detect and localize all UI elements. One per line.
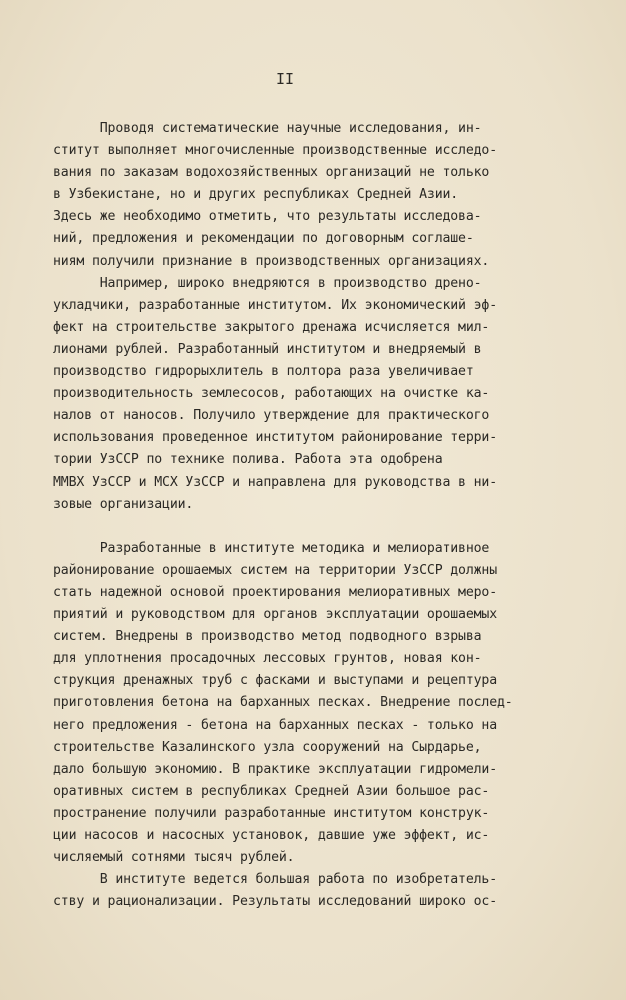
- text-line: ниям получили признание в производственных организациях.: [53, 253, 490, 269]
- text-line: Проводя систематические научные исследования, ин-: [53, 121, 482, 136]
- text-line: строительстве Казалинского узла сооружений на Сырдарье,: [53, 739, 482, 755]
- paragraph-4: [53, 869, 613, 913]
- text-line: ститут выполняет многочисленные производственные исследо-: [53, 143, 498, 159]
- text-line: ству и рационализации. Результаты исследований широко ос-: [53, 894, 498, 910]
- text-line: вания по заказам водохозяйственных организаций не только: [53, 165, 490, 181]
- text-line: тории УзССР по технике полива. Работа эта одобрена: [53, 452, 443, 468]
- text-line: районирование орошаемых систем на территории УзССР должны: [53, 562, 498, 578]
- text-line: Например, широко внедряются в производство дрено-: [53, 275, 482, 291]
- text-line: ции насосов и насосных установок, давшие уже эффект, ис-: [53, 828, 490, 843]
- paragraph-2: [53, 273, 613, 538]
- text-line: ний, предложения и рекомендации по договорным соглаше-: [53, 231, 474, 247]
- text-line: производство гидрорыхлитель в полтора раза увеличивает: [53, 364, 474, 380]
- text-line: приготовления бетона на барханных песках. Внедрение послед-: [53, 695, 513, 711]
- text-line: лионами рублей. Разработанный институтом и внедряемый в: [53, 341, 482, 357]
- text-line: Разработанные в институте методика и мелиоративное: [53, 540, 490, 556]
- page-number: II: [275, 70, 295, 88]
- text-line: производительность землесосов, работающих на очистке ка-: [53, 386, 490, 402]
- text-line: В институте ведется большая работа по изобретатель-: [53, 872, 498, 888]
- text-line: Здесь же необходимо отметить, что результаты исследова-: [53, 209, 482, 225]
- text-line: дало большую экономию. В практике эксплуатации гидромели-: [53, 761, 498, 777]
- text-line: систем. Внедрены в производство метод подводного взрыва: [53, 629, 482, 645]
- text-line: ММВХ УзССР и МСХ УзССР и направлена для руководства в ни-: [53, 474, 498, 490]
- text-line: пространение получили разработанные институтом конструк-: [53, 805, 490, 821]
- text-line: в Узбекистане, но и других республиках Средней Азии.: [53, 187, 459, 203]
- text-line: налов от наносов. Получило утверждение для практического: [53, 408, 490, 424]
- text-line: числяемый сотнями тысяч рублей.: [53, 850, 295, 866]
- text-line: использования проведенное институтом районирование терри-: [53, 430, 498, 446]
- paragraph-3: [53, 538, 613, 869]
- paragraph-1: [53, 118, 613, 273]
- text-line: стать надежной основой проектирования мелиоративных меро-: [53, 584, 498, 600]
- text-line: струкция дренажных труб с фасками и выступами и рецептура: [53, 673, 498, 689]
- text-line: зовые организации.: [53, 496, 194, 512]
- text-line: приятий и руководством для органов эксплуатации орошаемых: [53, 607, 498, 623]
- text-line: [53, 516, 613, 538]
- text-line: укладчики, разработанные институтом. Их экономический эф-: [53, 297, 498, 313]
- text-line: для уплотнения просадочных лессовых грунтов, новая кон-: [53, 651, 482, 667]
- text-line: него предложения - бетона на барханных песках - только на: [53, 717, 498, 733]
- text-line: фект на строительстве закрытого дренажа исчисляется мил-: [53, 319, 490, 335]
- body-text: [53, 118, 613, 913]
- text-line: оративных систем в республиках Средней Азии большое рас-: [53, 783, 490, 799]
